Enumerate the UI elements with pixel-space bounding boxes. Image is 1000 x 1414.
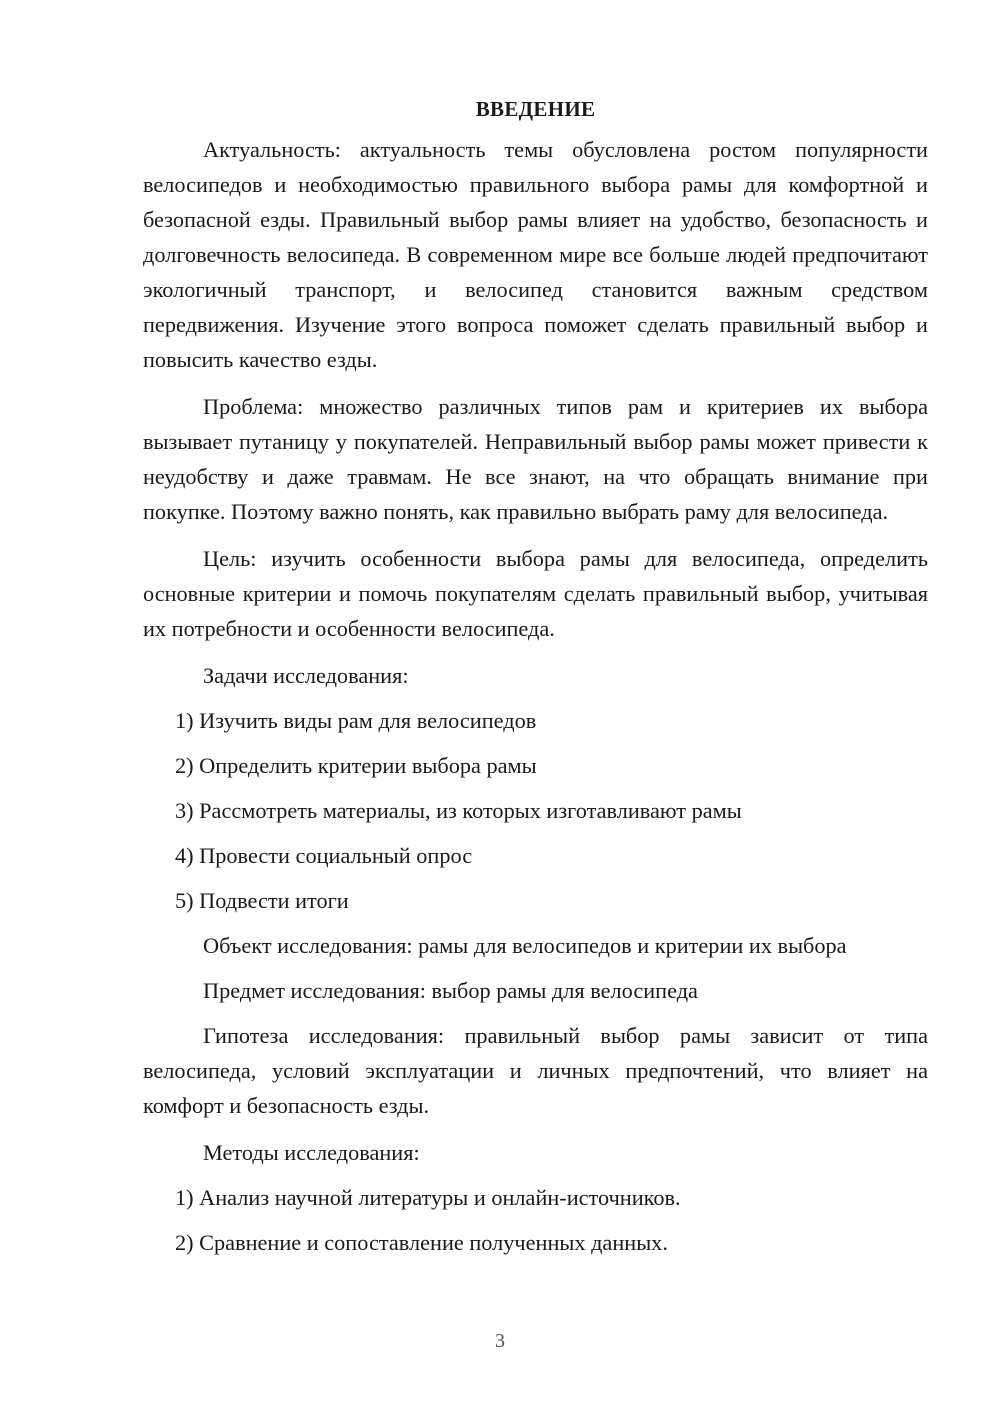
list-item: 1) Изучить виды рам для велосипедов <box>175 708 537 733</box>
object-paragraph: Объект исследования: рамы для велосипедов и критерии их выбора <box>203 933 847 958</box>
subject-paragraph: Предмет исследования: выбор рамы для велосипеда <box>203 978 698 1003</box>
hypothesis-paragraph: Гипотеза исследования: правильный выбор рамы зависит от типа велосипеда, условий эксплуатации и личных предпочтений, что влияет на комфорт и безопасность езды. <box>143 1023 928 1118</box>
page-number: 3 <box>495 1330 505 1352</box>
list-item: 2) Сравнение и сопоставление полученных данных. <box>175 1230 668 1255</box>
document-page <box>143 92 928 1270</box>
methods-list <box>143 1180 928 1260</box>
tasks-title: Задачи исследования: <box>203 663 409 688</box>
problem-paragraph: Проблема: множество различных типов рам и критериев их выбора вызывает путаницу у покупателей. Неправильный выбор рамы может привести к неудобству и даже травмам. Не все знают, на что обращать внимание при покупке. Поэтому важно понять, как правильно выбрать раму для велосипеда. <box>143 394 928 524</box>
relevance-paragraph: Актуальность: актуальность темы обусловлена ростом популярности велосипедов и необходимостью правильного выбора рамы для комфортной и безопасной езды. Правильный выбор рамы влияет на удобство, безопасность и долговечность велосипеда. В современном мире все больше людей предпочитают экологичный транспорт, и велосипед становится важным средством передвижения. Изучение этого вопроса поможет сделать правильный выбор и повысить качество езды. <box>143 137 928 372</box>
list-item: 4) Провести социальный опрос <box>175 843 473 868</box>
goal-paragraph: Цель: изучить особенности выбора рамы для велосипеда, определить основные критерии и помочь покупателям сделать правильный выбор, учитывая их потребности и особенности велосипеда. <box>143 546 928 641</box>
list-item: 3) Рассмотреть материалы, из которых изготавливают рамы <box>175 798 742 823</box>
page-title: ВВЕДЕНИЕ <box>475 97 596 121</box>
list-item: 5) Подвести итоги <box>175 888 349 913</box>
methods-title: Методы исследования: <box>203 1140 420 1165</box>
list-item: 1) Анализ научной литературы и онлайн-источников. <box>175 1185 681 1210</box>
tasks-list <box>143 703 928 918</box>
list-item: 2) Определить критерии выбора рамы <box>175 753 537 778</box>
